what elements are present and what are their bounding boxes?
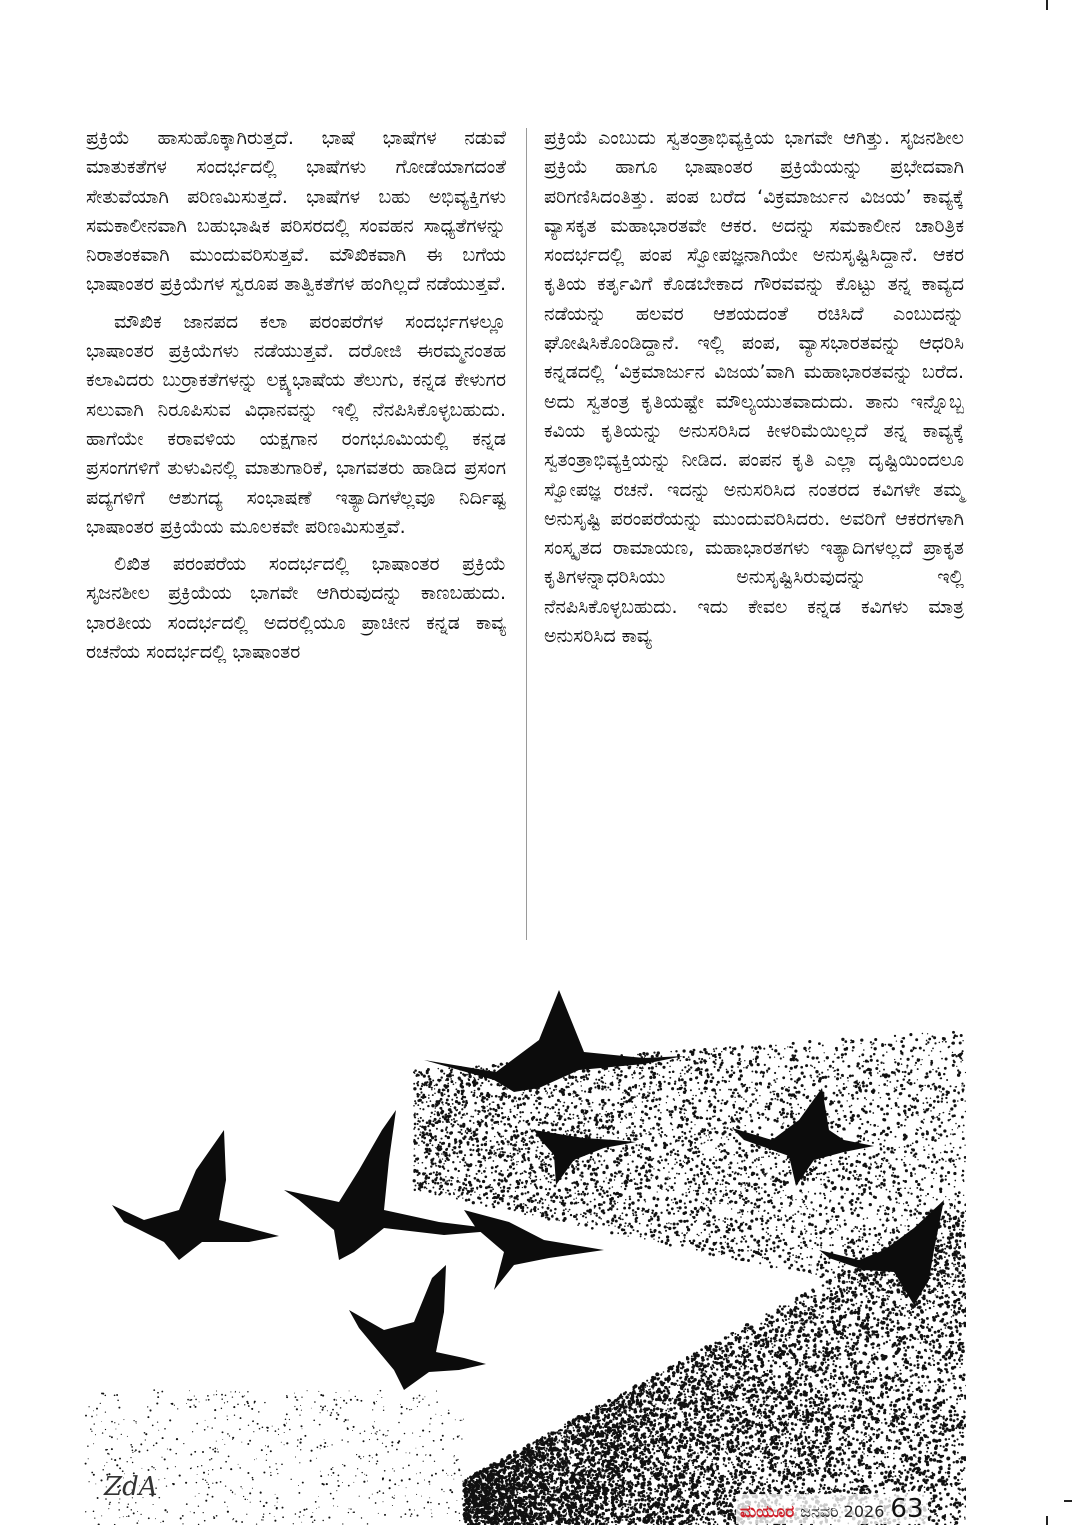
crop-mark-top [1046,0,1048,10]
cranes-illustration [84,960,966,1525]
crane-silhouette [112,1130,279,1260]
left-column [86,124,506,944]
column-divider [526,128,527,940]
artist-signature: ZdA [104,1472,158,1502]
crop-mark-right [1064,1500,1072,1502]
article-body [86,124,964,944]
crane-silhouette [424,990,684,1092]
paragraph: ಪ್ರಕ್ರಿಯೆ ಹಾಸುಹೊಕ್ಕಾಗಿರುತ್ತದೆ. ಭಾಷೆ ಭಾಷೆಗಳ ನಡುವೆ ಮಾತುಕತೆಗಳ ಸಂದರ್ಭದಲ್ಲಿ ಭಾಷೆಗಳು ಗೋಡೆಯಾಗದಂತೆ ಸೇತುವೆಯಾಗಿ ಪರಿಣಮಿಸುತ್ತದೆ. ಭಾಷೆಗಳ ಬಹು ಅಭಿವ್ಯಕ್ತಿಗಳು ಸಮಕಾಲೀನವಾಗಿ ಬಹುಭಾಷಿಕ ಪರಿಸರದಲ್ಲಿ ಸಂವಹನ ಸಾಧ್ಯತೆಗಳನ್ನು ನಿರಾತಂಕವಾಗಿ ಮುಂದುವರಿಸುತ್ತವೆ. ಮೌಖಿಕವಾಗಿ ಈ ಬಗೆಯ ಭಾಷಾಂತರ ಪ್ರಕ್ರಿಯೆಗಳ ಸ್ವರೂಪ ತಾತ್ವಿಕತೆಗಳ ಹಂಗಿಲ್ಲದೆ ನಡೆಯುತ್ತವೆ. [86,127,507,296]
paragraph: ಪ್ರಕ್ರಿಯೆ ಎಂಬುದು ಸ್ವತಂತ್ರಾಭಿವ್ಯಕ್ತಿಯ ಭಾಗವೇ ಆಗಿತ್ತು. ಸೃಜನಶೀಲ ಪ್ರಕ್ರಿಯೆ ಹಾಗೂ ಭಾಷಾಂತರ ಪ್ರಕ್ರಿಯೆಯನ್ನು ಪ್ರಭೇದವಾಗಿ ಪರಿಗಣಿಸಿದಂತಿತ್ತು. ಪಂಪ ಬರೆದ ‘ವಿಕ್ರಮಾರ್ಜುನ ವಿಜಯ’ ಕಾವ್ಯಕ್ಕೆ ವ್ಯಾಸಕೃತ ಮಹಾಭಾರತವೇ ಆಕರ. ಅದನ್ನು ಸಮಕಾಲೀನ ಚಾರಿತ್ರಿಕ ಸಂದರ್ಭದಲ್ಲಿ ಪಂಪ ಸ್ವೋಪಜ್ಞನಾಗಿಯೇ ಅನುಸೃಷ್ಟಿಸಿದ್ದಾನೆ. ಆಕರ ಕೃತಿಯ ಕರ್ತೃವಿಗೆ ಕೊಡಬೇಕಾದ ಗೌರವವನ್ನು ಕೊಟ್ಟು ತನ್ನ ಕಾವ್ಯದ ನಡೆಯನ್ನು ಹಲವರ ಆಶಯದಂತೆ ರಚಿಸಿದೆ ಎಂಬುದನ್ನು ಘೋಷಿಸಿಕೊಂಡಿದ್ದಾನೆ. ಇಲ್ಲಿ ಪಂಪ, ವ್ಯಾಸಭಾರತವನ್ನು ಆಧರಿಸಿ ಕನ್ನಡದಲ್ಲಿ ‘ವಿಕ್ರಮಾರ್ಜುನ ವಿಜಯ’ವಾಗಿ ಮಹಾಭಾರತವನ್ನು ಬರೆದ. ಅದು ಸ್ವತಂತ್ರ ಕೃತಿಯಷ್ಟೇ ಮೌಲ್ಯಯುತವಾದುದು. ತಾನು ಇನ್ನೊಬ್ಬ ಕವಿಯ ಕೃತಿಯನ್ನು ಅನುಸರಿಸಿದ ಕೀಳರಿಮೆಯಿಲ್ಲದೆ ತನ್ನ ಕಾವ್ಯಕ್ಕೆ ಸ್ವತಂತ್ರಾಭಿವ್ಯಕ್ತಿಯನ್ನು ನೀಡಿದ. ಪಂಪನ ಕೃತಿ ಎಲ್ಲಾ ದೃಷ್ಟಿಯಿಂದಲೂ ಸ್ವೋಪಜ್ಞ ರಚನೆ. ಇದನ್ನು ಅನುಸರಿಸಿದ ನಂತರದ ಕವಿಗಳೇ ತಮ್ಮ ಅನುಸೃಷ್ಟಿ ಪರಂಪರೆಯನ್ನು ಮುಂದುವರಿಸಿದರು. ಅವರಿಗೆ ಆಕರಗಳಾಗಿ ಸಂಸ್ಕೃತದ ರಾಮಾಯಣ, ಮಹಾಭಾರತಗಳು ಇತ್ಯಾದಿಗಳಲ್ಲದೆ ಪ್ರಾಕೃತ ಕೃತಿಗಳನ್ನಾಧರಿಸಿಯು ಅನುಸೃಷ್ಟಿಸಿರುವುದನ್ನು ಇಲ್ಲಿ ನೆನಪಿಸಿಕೊಳ್ಳಬಹುದು. ಇದು ಕೇವಲ ಕನ್ನಡ ಕವಿಗಳು ಮಾತ್ರ ಅನುಸರಿಸಿದ ಕಾವ್ಯ [544,127,964,648]
page-number: 63 [890,1494,924,1524]
crane-silhouette [349,1265,486,1390]
crane-silhouette [464,1210,604,1290]
paragraph: ಲಿಖಿತ ಪರಂಪರೆಯ ಸಂದರ್ಭದಲ್ಲಿ ಭಾಷಾಂತರ ಪ್ರಕ್ರಿಯೆ ಸೃಜನಶೀಲ ಪ್ರಕ್ರಿಯೆಯ ಭಾಗವೇ ಆಗಿರುವುದನ್ನು ಕಾಣಬಹುದು. ಭಾರತೀಯ ಸಂದರ್ಭದಲ್ಲಿ ಅದರಲ್ಲಿಯೂ ಪ್ರಾಚೀನ ಕನ್ನಡ ಕಾವ್ಯ ರಚನೆಯ ಸಂದರ್ಭದಲ್ಲಿ ಭಾಷಾಂತರ [86,553,506,664]
crop-mark-bottom [1046,1516,1048,1525]
magazine-logo: ಮಯೂರ [740,1502,795,1522]
stipple-texture [85,1031,966,1525]
paragraph: ಮೌಖಿಕ ಜಾನಪದ ಕಲಾ ಪರಂಪರೆಗಳ ಸಂದರ್ಭಗಳಲ್ಲೂ ಭಾಷಾಂತರ ಪ್ರಕ್ರಿಯೆಗಳು ನಡೆಯುತ್ತವೆ. ದರೋಜಿ ಈರಮ್ಮನಂತಹ ಕಲಾವಿದರು ಬುರ್ರಾಕತೆಗಳನ್ನು ಲಕ್ಷ್ಯಭಾಷೆಯ ತೆಲುಗು, ಕನ್ನಡ ಕೇಳುಗರ ಸಲುವಾಗಿ ನಿರೂಪಿಸುವ ವಿಧಾನವನ್ನು ಇಲ್ಲಿ ನೆನಪಿಸಿಕೊಳ್ಳಬಹುದು. ಹಾಗೆಯೇ ಕರಾವಳಿಯ ಯಕ್ಷಗಾನ ರಂಗಭೂಮಿಯಲ್ಲಿ ಕನ್ನಡ ಪ್ರಸಂಗಗಳಿಗೆ ತುಳುವಿನಲ್ಲಿ ಮಾತುಗಾರಿಕೆ, ಭಾಗವತರು ಹಾಡಿದ ಪ್ರಸಂಗ ಪದ್ಯಗಳಿಗೆ ಆಶುಗದ್ಯ ಸಂಭಾಷಣೆ ಇತ್ಯಾದಿಗಳೆಲ್ಲವೂ ನಿರ್ದಿಷ್ಟ ಭಾಷಾಂತರ ಪ್ರಕ್ರಿಯೆಯ ಮೂಲಕವೇ ಪರಿಣಮಿಸುತ್ತವೆ. [86,310,506,538]
issue-date: ಜನವರಿ 2026 [800,1502,885,1521]
page-footer [736,1494,928,1524]
right-column [544,124,964,944]
